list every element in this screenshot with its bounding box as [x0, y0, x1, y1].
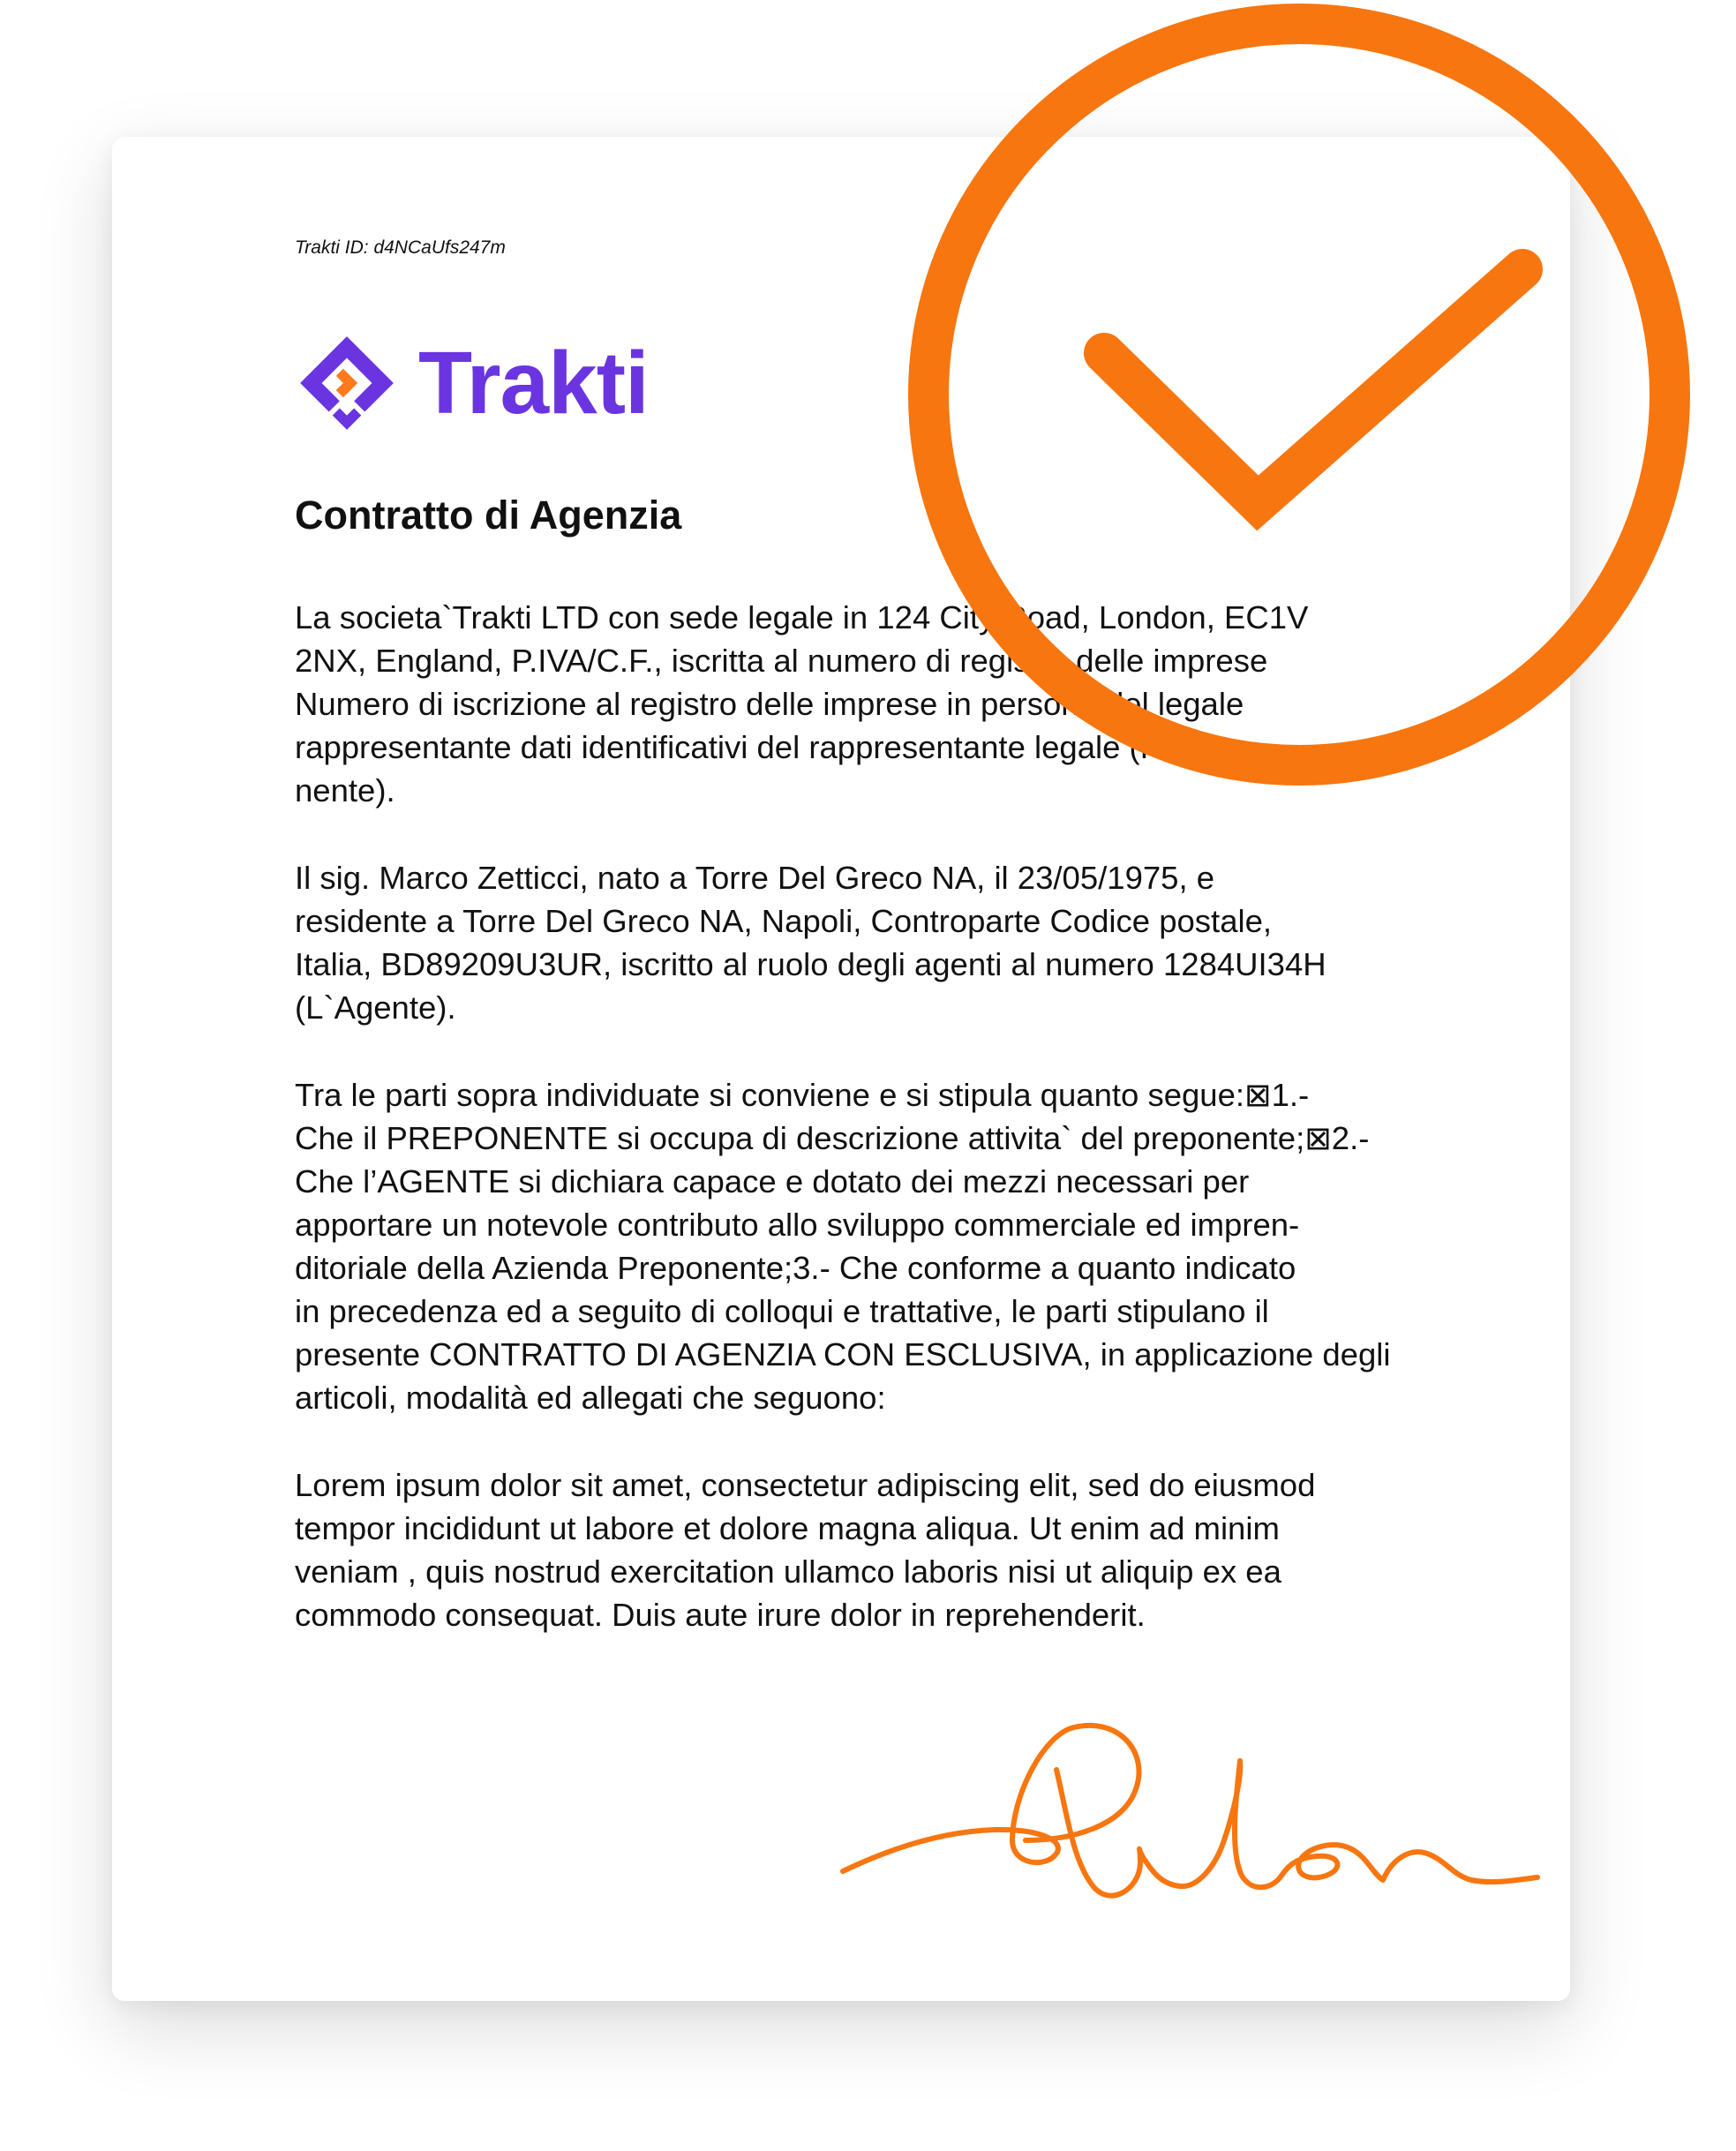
paragraph-company — [295, 596, 1407, 812]
trakti-logo — [293, 329, 649, 437]
text-line: La societa`Trakti LTD con sede legale in 124 City Road, London, EC1V — [295, 599, 1309, 636]
text-line: commodo consequat. Duis aute irure dolor in reprehenderit. — [295, 1597, 1146, 1633]
text-line: articoli, modalità ed allegati che seguono: — [295, 1380, 886, 1416]
contract-body — [295, 596, 1407, 1681]
text-line: 2NX, England, P.IVA/C.F., iscritta al numero di registro delle imprese — [295, 643, 1268, 679]
text-line: veniam , quis nostrud exercitation ullamco laboris nisi ut aliquip ex ea — [295, 1553, 1281, 1590]
text-line: nente). — [295, 772, 395, 809]
contract-title: Contratto di Agenzia — [295, 493, 682, 538]
text-line: Il sig. Marco Zetticci, nato a Torre Del Greco NA, il 23/05/1975, e — [295, 860, 1215, 896]
contract-document — [112, 137, 1570, 2001]
text-line: (L`Agente). — [295, 989, 456, 1026]
text-line: Che l’AGENTE si dichiara capace e dotato dei mezzi necessari per — [295, 1163, 1250, 1200]
text-line: Italia, BD89209U3UR, iscritto al ruolo degli agenti al numero 1284UI34H — [295, 946, 1326, 982]
paragraph-agreement — [295, 1073, 1407, 1419]
paragraph-lorem — [295, 1463, 1407, 1636]
text-line: Numero di iscrizione al registro delle imprese in persona del legale — [295, 686, 1244, 722]
text-line: Lorem ipsum dolor sit amet, consectetur adipiscing elit, sed do eiusmod — [295, 1467, 1316, 1503]
brand-name: Trakti — [418, 334, 649, 432]
text-line: apportare un notevole contributo allo sviluppo commerciale ed impren- — [295, 1207, 1300, 1243]
trakti-logo-mark-icon — [293, 329, 401, 437]
text-line: residente a Torre Del Greco NA, Napoli, Controparte Codice postale, — [295, 903, 1273, 939]
text-line: Che il PREPONENTE si occupa di descrizione attivita` del preponente;⊠2.- — [295, 1120, 1370, 1156]
text-line: presente CONTRATTO DI AGENZIA CON ESCLUSIVA, in applicazione degli — [295, 1336, 1391, 1373]
paragraph-agent — [295, 856, 1407, 1029]
text-line: rappresentante dati identificativi del rappresentante legale (Prepo- — [295, 729, 1237, 765]
text-line: in precedenza ed a seguito di colloqui e trattative, le parti stipulano il — [295, 1293, 1269, 1329]
text-line: tempor incididunt ut labore et dolore magna aliqua. Ut enim ad minim — [295, 1510, 1280, 1546]
trakti-id: Trakti ID: d4NCaUfs247m — [295, 237, 506, 258]
text-line: ditoriale della Azienda Preponente;3.- Che conforme a quanto indicato — [295, 1250, 1296, 1286]
text-line: Tra le parti sopra individuate si conviene e si stipula quanto segue:⊠1.- — [295, 1077, 1310, 1113]
signature-icon — [836, 1708, 1542, 1946]
